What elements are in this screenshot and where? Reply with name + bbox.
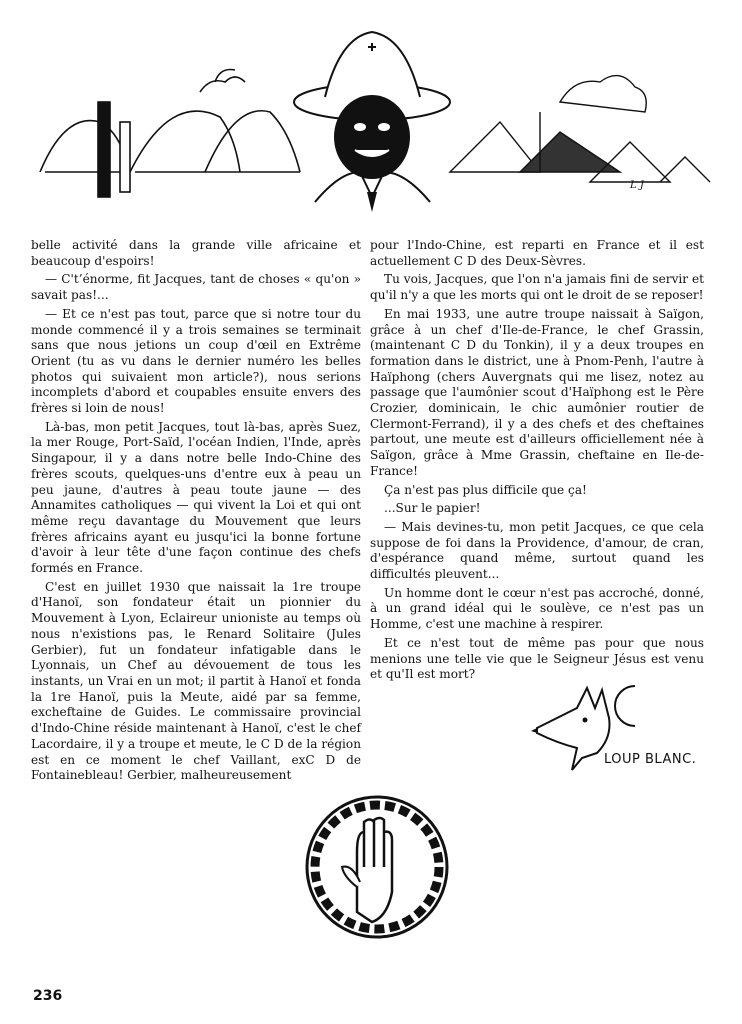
paragraph: — Mais devines-tu, mon petit Jacques, ce que cela suppose de foi dans la Providence, d'amour, de cran, d'espérance quand même, surtout quand les difficultés pleuvent... bbox=[370, 519, 704, 582]
tents-drawing bbox=[450, 76, 710, 182]
paragraph: Et ce n'est tout de même pas pour que nous menions une telle vie que le Seigneur Jésus est venu et qu'Il est mort? bbox=[370, 635, 704, 682]
paragraph: Tu vois, Jacques, que l'on n'a jamais fini de servir et qu'il n'y a que les morts qui ont le droit de se reposer! bbox=[370, 272, 704, 303]
scout-portrait-drawing bbox=[294, 32, 450, 212]
scout-salute-emblem-icon bbox=[302, 792, 452, 942]
african-huts-drawing bbox=[40, 70, 300, 198]
paragraph: Là-bas, mon petit Jacques, tout là-bas, après Suez, la mer Rouge, Port-Saïd, l'océan Indien, l'Inde, après Singapour, il y a dans notre belle Indo-Chine des frères scouts, quelques-uns d'entre eux à peau un peu jaune, d'autres à peau toute jaune — des Annamites catholiques — qui vivent la Loi et qui ont même reçu davantage du Mouvement que leurs frères africains ayant eu jusqu'ici la bonne fortune d'avoir à leur tête d'une façon continue des chefs formés en France. bbox=[31, 419, 361, 576]
paragraph: — Et ce n'est pas tout, parce que si notre tour du monde commencé il y a trois semaines se terminait sans que nous jetions un coup d'œil en Extrême Orient (tu as vu dans le dernier numéro les belles photos qui suivaient mon article?), nous serions incomplets d'abord et coupables ensuite envers des frères si loin de nous! bbox=[31, 306, 361, 416]
paragraph: belle activité dans la grande ville africaine et beaucoup d'espoirs! bbox=[31, 238, 361, 268]
paragraph: Un homme dont le cœur n'est pas accroché, donné, à un grand idéal qui le soulève, ce n'est pas un Homme, c'est une machine à respirer. bbox=[370, 585, 704, 632]
paragraph: ...Sur le papier! bbox=[384, 501, 481, 516]
paragraph: C'est en juillet 1930 que naissait la 1re troupe d'Hanoï, son fondateur était un pionnier du Mouvement à Lyon, Eclaireur unioniste au temps où nous n'existions pas, le Renard Solitaire (Jules Gerbier), fut un fondateur infatigable dans le Lyonnais, un Chef au dévouement de tous les instants, un Vrai en un mot; il partit à Hanoï et fonda la 1re Hanoï, puis la Meute, aidé par sa femme, excheftaine de Guides. Le commissaire provincial d'Indo-Chine réside maintenant à Hanoï, c'est le chef Lacordaire, il y a troupe et meute, le C D de la région est en ce moment le chef Vaillant, exC D de Fontainebleau! Gerbier, malheureusement bbox=[31, 579, 361, 783]
paragraph: Ça n'est pas plus difficile que ça! bbox=[384, 482, 587, 497]
paragraph: — C't’énorme, fit Jacques, tant de choses « qu'on » savait pas!... bbox=[31, 272, 361, 303]
paragraph: En mai 1933, une autre troupe naissait à Saïgon, grâce à un chef d'Ile-de-France, le chef Grassin, (maintenant C D du Tonkin), il y a deux troupes en formation dans le district, une à Pnom-Penh, l'autre à Haïphong (chers Auvergnats qui me lisez, notez au passage que l'aumônier scout d'Haïphong est le Père Crozier, dominicain, le chic aumônier routier de Clermont-Ferrand), il y a des chefs et des cheftaines partout, une meute est d'ailleurs officiellement née à Saïgon, grâce à Mme Grassin, cheftaine en Ile-de-France! bbox=[370, 306, 704, 478]
signature: LOUP BLANC. bbox=[604, 752, 697, 767]
illustrator-initials: L J bbox=[630, 180, 644, 191]
paragraph: pour l'Indo-Chine, est reparti en France et il est actuellement C D des Deux-Sèvres. bbox=[370, 238, 704, 268]
left-column bbox=[31, 238, 361, 787]
header-illustration bbox=[20, 22, 720, 232]
right-column bbox=[370, 238, 704, 686]
page-number: 236 bbox=[33, 988, 63, 1004]
